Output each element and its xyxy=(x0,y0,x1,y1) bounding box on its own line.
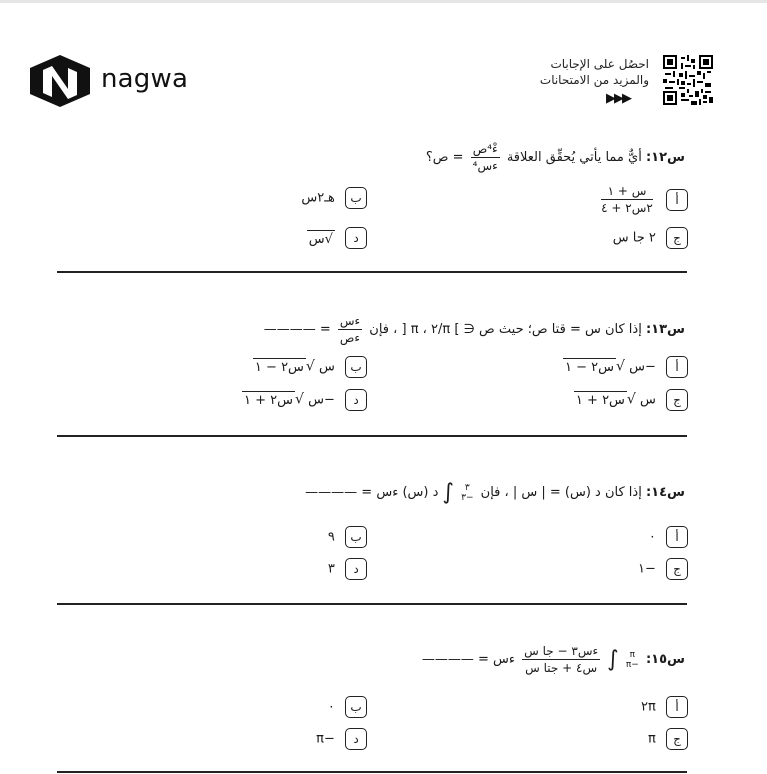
option-letter: ج xyxy=(666,558,688,580)
option-value: ٠ xyxy=(327,699,335,715)
option-root: س٢ + ١ xyxy=(575,392,625,408)
question-stem: أيٌّ مما يأتي يُحقِّق العلاقة xyxy=(506,150,642,165)
integral-icon: ∫ xyxy=(442,480,454,505)
promo-line-1: احصُل على الإجابات xyxy=(550,57,649,71)
upper-limit: π xyxy=(629,649,636,660)
frac-num: ءس٣ − جا س xyxy=(524,644,599,658)
question-number: س١٢: xyxy=(645,150,685,165)
promo-line-2: والمزيد من الامتحانات xyxy=(539,73,649,87)
option-value: ٩ xyxy=(327,529,335,545)
frac-den: س٤ + جتا س xyxy=(525,661,598,675)
brand-name: nagwa xyxy=(101,64,189,94)
option-letter: ب xyxy=(345,526,367,548)
frac-num: ءْ⁴ص xyxy=(472,142,498,156)
integrand-fraction xyxy=(522,644,600,675)
frac-den: ٢س٢ + ٤ xyxy=(601,201,653,215)
question-number: س١٥: xyxy=(645,652,685,667)
option-a[interactable] xyxy=(649,526,688,548)
qr-code-icon[interactable] xyxy=(663,55,713,105)
option-letter: د xyxy=(345,558,367,580)
question-stem-mid: ، فإن xyxy=(369,322,398,337)
question-15-text xyxy=(422,644,685,675)
option-value: √س xyxy=(308,231,333,247)
question-stem-end: = ص؟ xyxy=(425,150,464,165)
option-prefix: س xyxy=(318,359,335,375)
option-prefix: س xyxy=(639,392,656,408)
derivative-fraction xyxy=(471,142,500,173)
option-value: هـ٢س xyxy=(301,190,335,206)
question-stem: إذا كان د (س) = | س | ، فإن xyxy=(480,485,642,500)
integral-icon: ∫ xyxy=(607,647,619,672)
nagwa-logo-icon xyxy=(30,55,90,107)
option-prefix: −س xyxy=(308,392,335,408)
option-value: ٠ xyxy=(648,529,656,545)
option-d[interactable] xyxy=(316,728,367,750)
option-letter: ج xyxy=(666,389,688,411)
divider xyxy=(57,603,687,605)
option-letter: د xyxy=(345,389,367,411)
option-root: س٢ − ١ xyxy=(565,359,615,375)
question-12-text xyxy=(426,142,685,173)
option-d[interactable] xyxy=(307,227,367,249)
option-c[interactable] xyxy=(574,389,688,411)
option-value: −π xyxy=(316,731,335,747)
question-stem-end: د (س) ءس = ———— xyxy=(305,485,439,500)
option-prefix: −س xyxy=(629,359,656,375)
option-value: ٣ xyxy=(327,561,335,577)
option-b[interactable] xyxy=(328,696,367,718)
option-letter: أ xyxy=(666,696,688,718)
option-a[interactable] xyxy=(598,184,688,215)
question-number: س١٣: xyxy=(645,322,685,337)
question-number: س١٤: xyxy=(645,485,685,500)
integral-limits xyxy=(461,483,473,503)
derivative-fraction xyxy=(338,314,362,345)
option-b[interactable] xyxy=(301,187,367,209)
option-d[interactable] xyxy=(328,558,367,580)
option-letter: أ xyxy=(666,189,688,211)
question-stem-end: = ———— xyxy=(263,322,331,337)
option-c[interactable] xyxy=(613,227,688,249)
question-stem: إذا كان س = قتا ص؛ حيث ص ∈ xyxy=(463,322,642,337)
option-letter: أ xyxy=(666,526,688,548)
option-d[interactable] xyxy=(242,389,367,411)
frac-num: س + ١ xyxy=(601,184,653,200)
option-fraction xyxy=(601,184,653,215)
top-border xyxy=(0,0,767,3)
option-c[interactable] xyxy=(648,728,688,750)
question-15 xyxy=(0,642,767,752)
question-13 xyxy=(0,312,767,422)
upper-limit: ٣ xyxy=(464,482,470,493)
frac-den: ءص xyxy=(339,331,361,345)
option-letter: ب xyxy=(345,696,367,718)
option-a[interactable] xyxy=(563,356,688,378)
option-letter: ج xyxy=(666,227,688,249)
option-value: π xyxy=(648,731,656,747)
lower-limit: −π xyxy=(625,659,639,670)
integral-limits xyxy=(626,650,639,670)
option-value: ٢π xyxy=(641,699,656,715)
option-letter: د xyxy=(345,728,367,750)
question-14 xyxy=(0,476,767,586)
arrows-icon: ▶▶▶ xyxy=(606,91,630,106)
question-stem-end: ءس = ———— xyxy=(421,652,515,667)
promo-text xyxy=(540,56,649,88)
option-letter: ب xyxy=(345,356,367,378)
interval: ] π/٢ ، π [ xyxy=(401,322,460,337)
option-value: −١ xyxy=(637,561,656,577)
option-c[interactable] xyxy=(638,558,688,580)
option-value: ٢ جا س xyxy=(612,230,656,246)
sqrt-icon: √ xyxy=(616,358,625,375)
question-14-text xyxy=(305,480,685,505)
sqrt-icon: √ xyxy=(626,391,636,408)
sqrt-icon: √ xyxy=(305,358,315,375)
option-b[interactable] xyxy=(253,356,367,378)
option-letter: د xyxy=(345,227,367,249)
option-letter: ج xyxy=(666,728,688,750)
option-a[interactable] xyxy=(641,696,688,718)
option-b[interactable] xyxy=(328,526,367,548)
lower-limit: −٣ xyxy=(461,492,474,503)
divider xyxy=(57,435,687,437)
frac-num: ءس xyxy=(339,314,361,328)
option-root: س٢ + ١ xyxy=(244,392,294,408)
option-letter: ب xyxy=(345,187,367,209)
divider xyxy=(57,271,687,273)
option-root: س٢ − ١ xyxy=(254,359,304,375)
option-letter: أ xyxy=(666,356,688,378)
sqrt-icon: √ xyxy=(295,391,304,408)
divider xyxy=(57,771,687,773)
question-12 xyxy=(0,138,767,258)
question-13-text xyxy=(264,314,685,345)
frac-den: ءس⁴ xyxy=(472,159,498,173)
